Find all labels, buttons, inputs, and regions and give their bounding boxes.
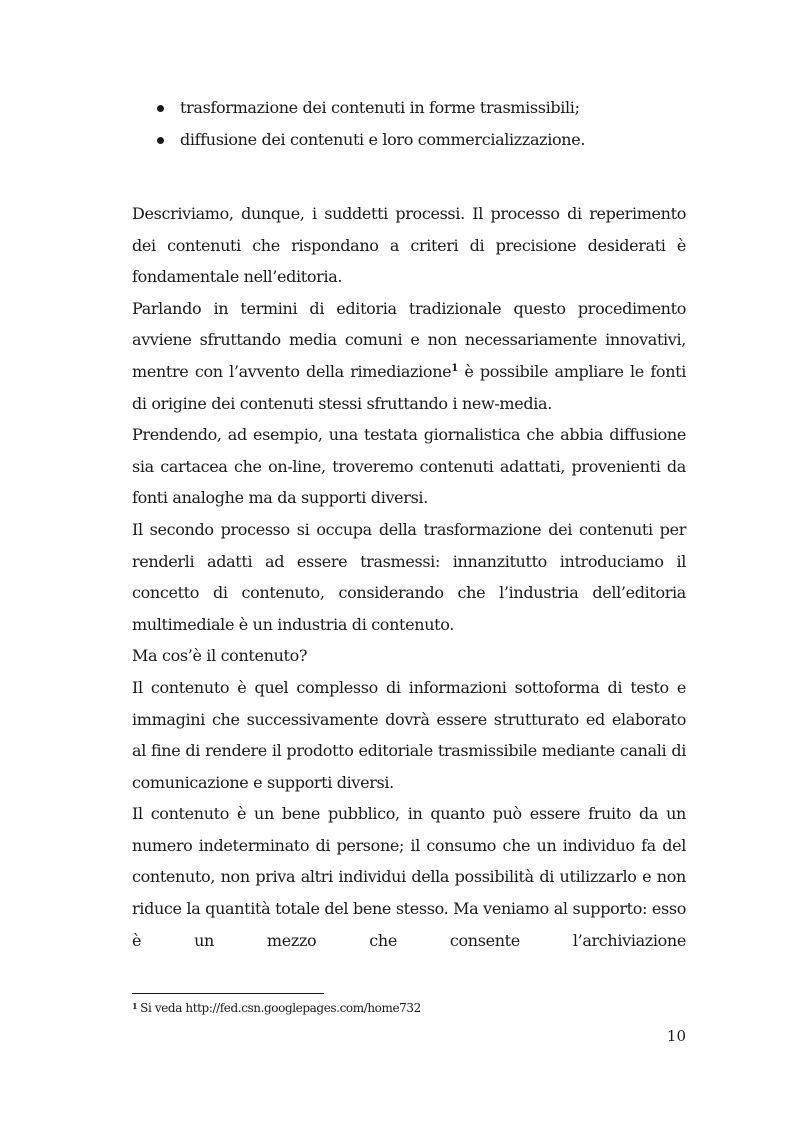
footnote-divider xyxy=(132,993,324,994)
paragraph: Il contenuto è un bene pubblico, in quanto può essere fruito da un numero indeterminato di persone; il consumo che un individuo fa del contenuto, non priva altri individui della possibilità di utilizzarlo e non riduce la quantità totale del bene stesso. Ma veniamo al supporto: esso è un mezzo che consente l’archiviazione xyxy=(132,804,686,950)
paragraph: Ma cos’è il contenuto? xyxy=(132,646,308,666)
bullet-item xyxy=(132,92,686,124)
paragraph xyxy=(132,293,686,419)
footnote xyxy=(132,1001,421,1015)
page-number: 10 xyxy=(666,1027,686,1045)
bullet-text: trasformazione dei contenuti in forme trasmissibili; xyxy=(180,98,580,117)
paragraph-text: Parlando in termini di editoria tradizionale questo procedimento avviene sfruttando media comuni e non necessariamente innovativi, mentre con l’avvento della rimediazione xyxy=(132,298,686,381)
paragraph: Prendendo, ad esempio, una testata giornalistica che abbia diffusione sia cartacea che on-line, troveremo contenuti adattati, provenienti da fonti analoghe ma da supporti diversi. xyxy=(132,425,686,508)
bullet-icon xyxy=(157,105,164,112)
bullet-text: diffusione dei contenuti e loro commercializzazione. xyxy=(180,130,586,149)
footnote-mark: 1 xyxy=(132,1001,138,1011)
footnote-text: Si veda http://fed.csn.googlepages.com/home732 xyxy=(140,1001,421,1015)
body-text xyxy=(132,198,686,956)
paragraph: Il contenuto è quel complesso di informazioni sottoforma di testo e immagini che successivamente dovrà essere strutturato ed elaborato al fine di rendere il prodotto editoriale trasmissibile mediante canali di comunicazione e supporti diversi. xyxy=(132,677,686,792)
bullet-list xyxy=(132,92,686,156)
paragraph: Il secondo processo si occupa della trasformazione dei contenuti per renderli adatti ad essere trasmessi: innanzitutto introduciamo il concetto di contenuto, considerando che l’industria dell’editoria multimediale è un industria di contenuto. xyxy=(132,519,686,634)
bullet-item xyxy=(132,124,686,156)
paragraph-text: è possibile ampliare le fonti di origine dei contenuti stessi sfruttando i new-media. xyxy=(132,361,686,413)
bullet-icon xyxy=(157,137,164,144)
footnote-reference: 1 xyxy=(451,362,458,374)
page-content xyxy=(132,92,686,956)
paragraph: Descriviamo, dunque, i suddetti processi. Il processo di reperimento dei contenuti che rispondano a criteri di precisione desiderati è fondamentale nell’editoria. xyxy=(132,204,686,287)
